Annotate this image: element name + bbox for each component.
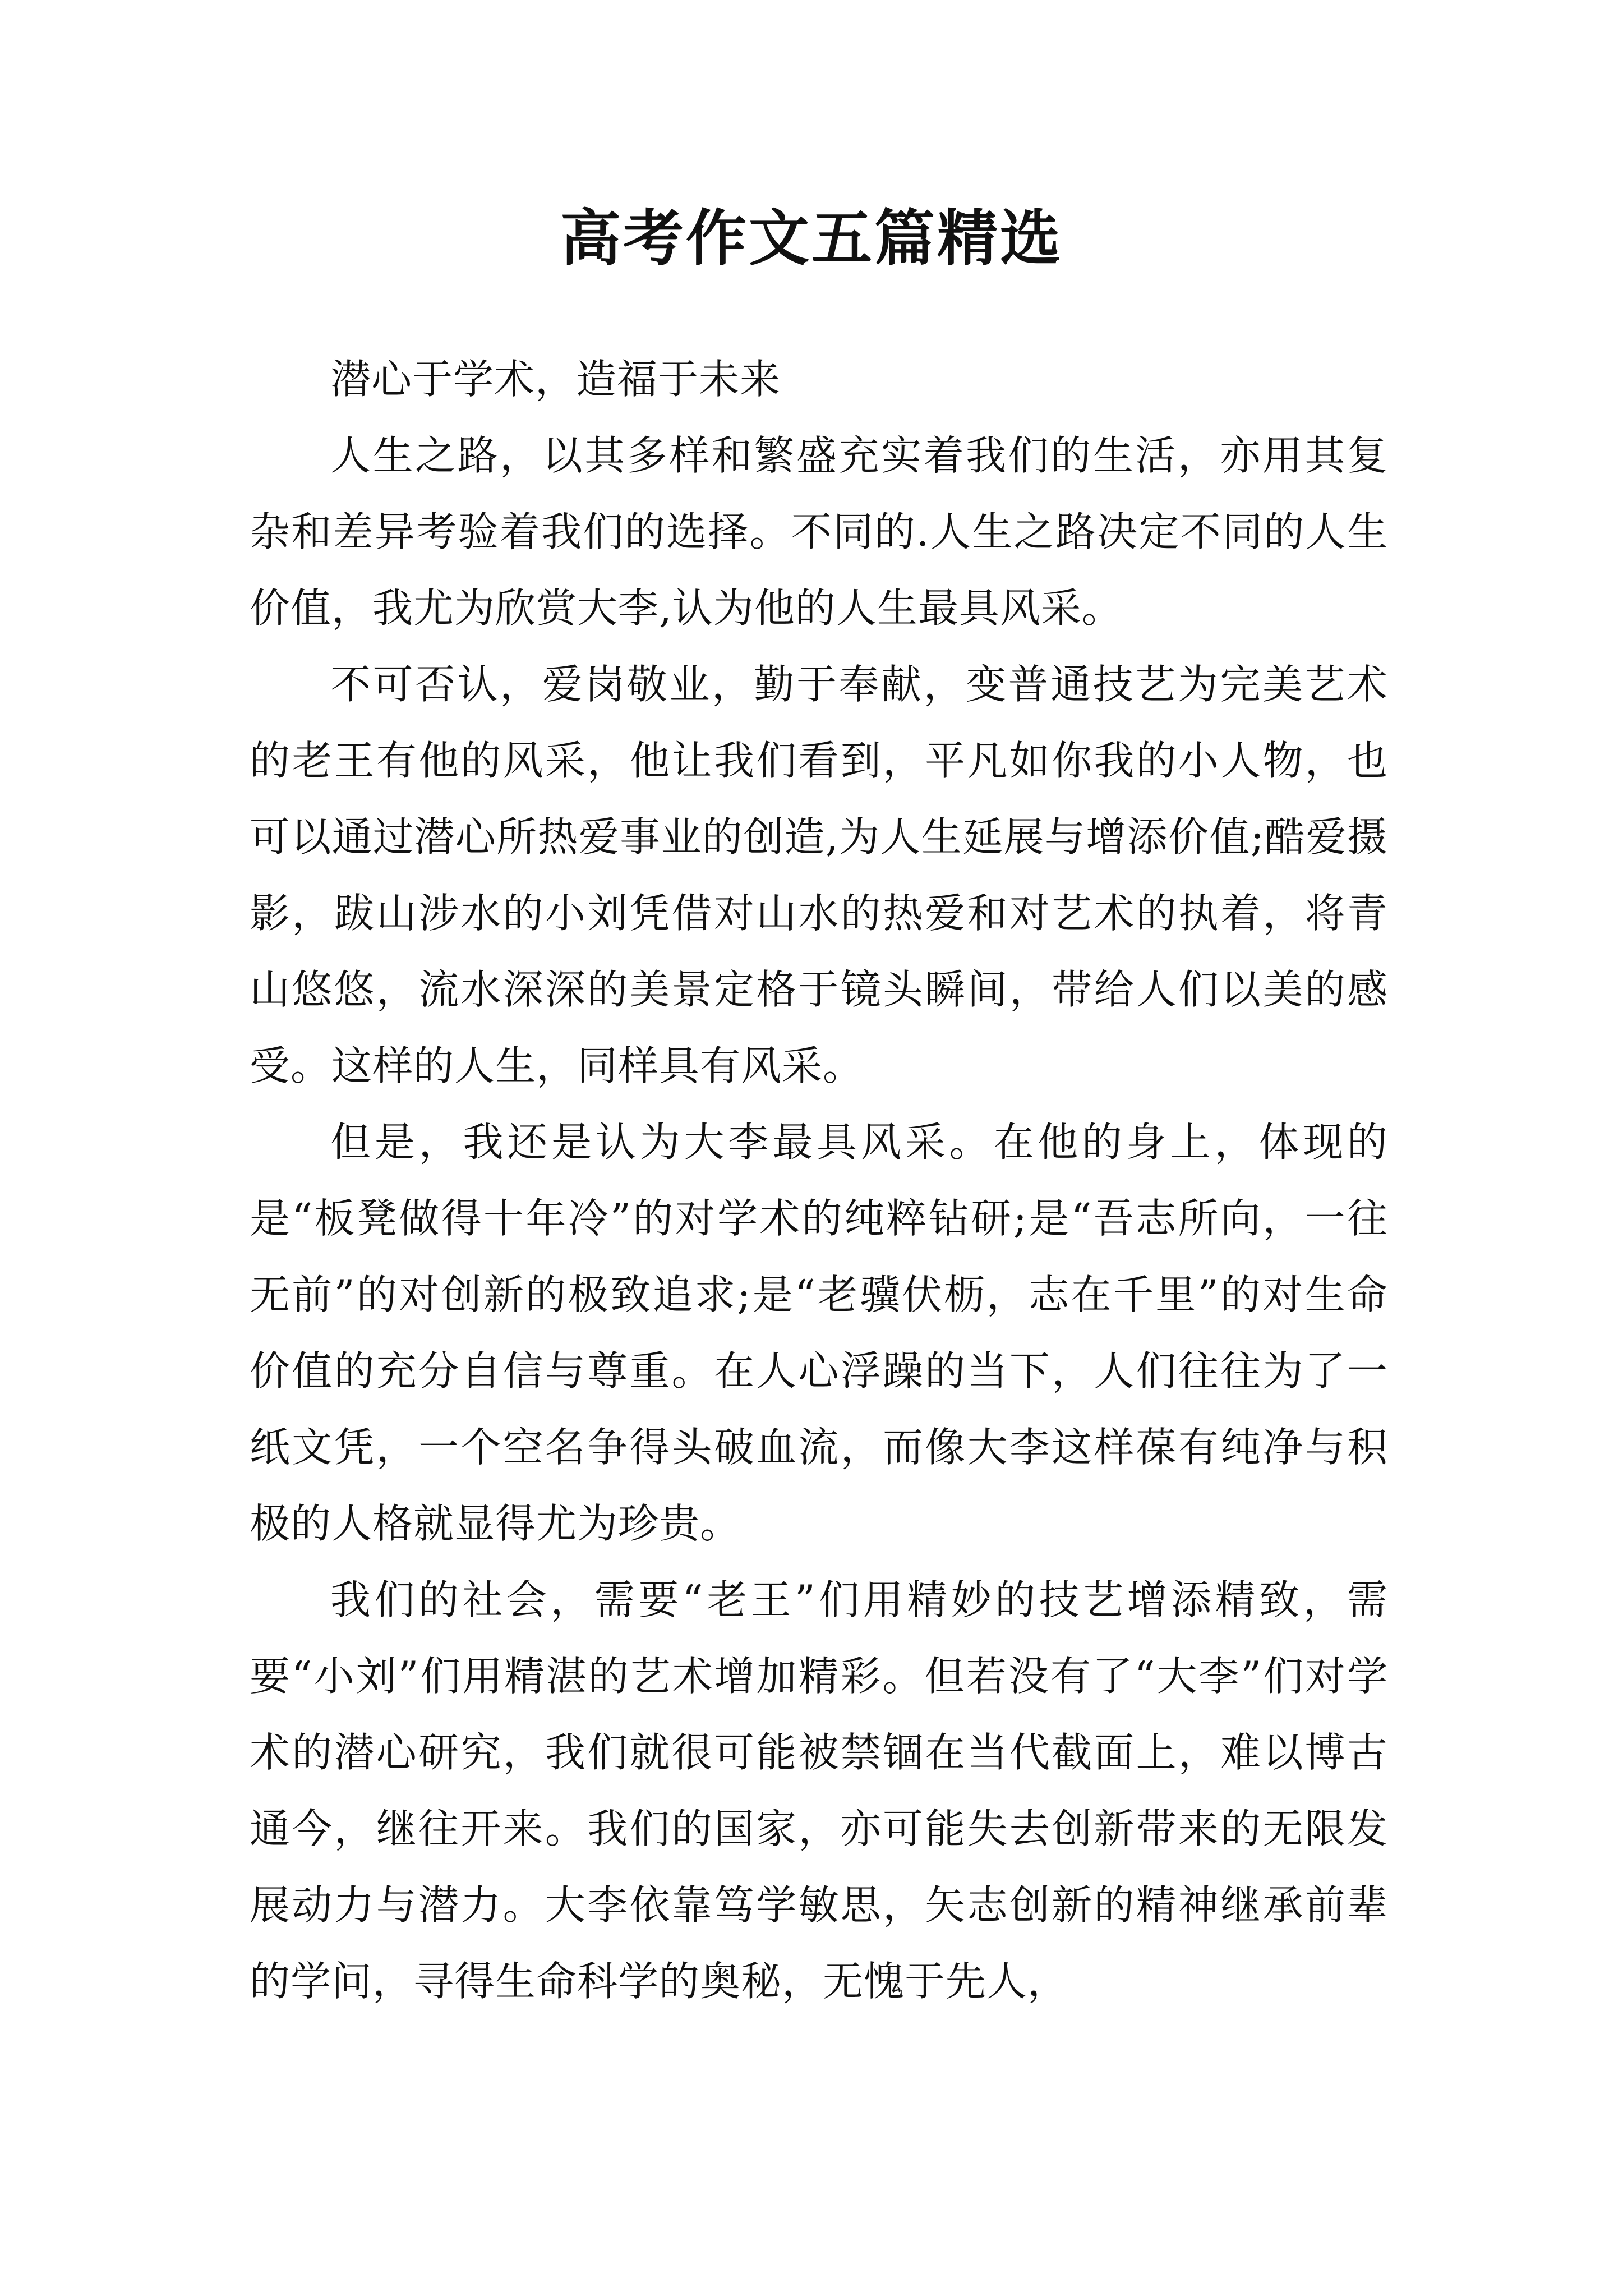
paragraph: 不可否认，爱岗敬业，勤于奉献，变普通技艺为完美艺术的老王有他的风采，他让我们看到，平凡如你我的小人物，也可以通过潜心所热爱事业的创造,为人生延展与增添价值;酷爱摄影，跋山涉水的小刘凭借对山水的热爱和对艺术的执着，将青山悠悠，流水深深的美景定格于镜头瞬间，带给人们以美的感受。这样的人生，同样具有风采。 bbox=[250, 661, 1388, 1089]
paragraph: 但是，我还是认为大李最具风采。在他的身上，体现的是“板凳做得十年冷”的对学术的纯粹钻研;是“吾志所向，一往无前”的对创新的极致追求;是“老骥伏枥，志在千里”的对生命价值的充分自信与尊重。在人心浮躁的当下，人们往往为了一纸文凭，一个空名争得头破血流，而像大李这样葆有纯净与积极的人格就显得尤为珍贵。 bbox=[250, 1119, 1388, 1547]
document-title: 高考作文五篇精选 bbox=[560, 203, 1063, 274]
paragraph: 我们的社会，需要“老王”们用精妙的技艺增添精致，需要“小刘”们用精湛的艺术增加精彩。但若没有了“大李”们对学术的潜心研究，我们就很可能被禁锢在当代截面上，难以博古通今，继往开来。我们的国家，亦可能失去创新带来的无限发展动力与潜力。大李依靠笃学敏思，矢志创新的精神继承前辈的学问，寻得生命科学的奥秘，无愧于先人， bbox=[250, 1576, 1388, 2005]
essay-subtitle: 潜心于学术，造福于未来 bbox=[330, 356, 781, 403]
document-body bbox=[250, 341, 1388, 2019]
paragraph: 人生之路，以其多样和繁盛充实着我们的生活，亦用其复杂和差异考验着我们的选择。不同的.人生之路决定不同的人生价值，我尤为欣赏大李,认为他的人生最具风采。 bbox=[250, 432, 1388, 632]
